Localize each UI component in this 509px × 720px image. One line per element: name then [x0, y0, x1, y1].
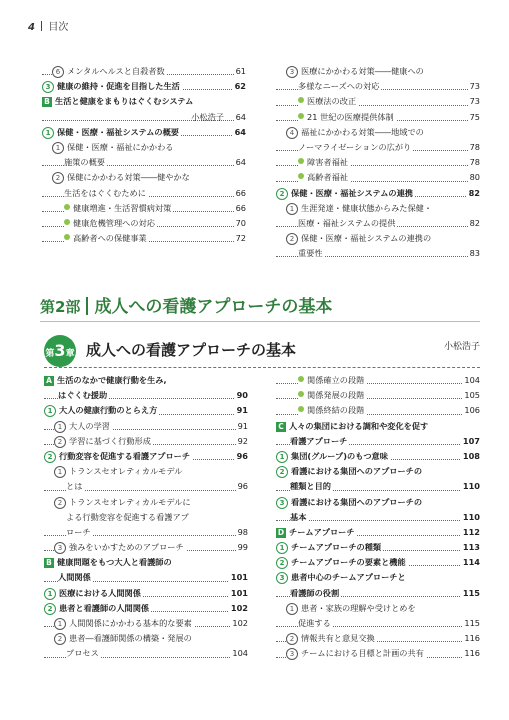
toc-entry [276, 449, 480, 464]
item-number-icon: 1 [54, 618, 66, 630]
entry-title: 医療・福祉システムの提供 [298, 217, 396, 228]
entry-title: 健康問題をもつ大人と看護師の [57, 557, 172, 568]
item-number-icon: 1 [286, 603, 298, 615]
entry-page-number: 75 [468, 110, 480, 125]
toc-entry [42, 64, 246, 79]
toc-entry-text [298, 405, 366, 415]
toc-entry [44, 434, 248, 449]
entry-title: 医療にかかわる対策――健康への [301, 66, 424, 76]
toc-entry-text [42, 127, 181, 137]
toc-entry [276, 125, 480, 140]
toc-entry-text [290, 588, 341, 598]
section-number-icon: 3 [276, 572, 288, 584]
entry-page-number: 80 [468, 170, 480, 185]
entry-page-number: 99 [236, 540, 248, 555]
toc-entry [44, 388, 248, 403]
entry-title: 看護アプローチ [290, 435, 348, 446]
toc-entry-text [54, 497, 193, 507]
entry-page-number: 110 [461, 510, 480, 525]
entry-page-number: 101 [229, 570, 248, 585]
entry-title: はぐくむ援助 [58, 390, 108, 401]
entry-page-number: 96 [236, 479, 248, 494]
toc-entry-text [298, 218, 397, 228]
toc-entry-text [58, 572, 93, 582]
entry-page-number: 78 [468, 155, 480, 170]
entry-page-number: 92 [236, 434, 248, 449]
chapter-heading [44, 335, 480, 367]
toc-entry-text [44, 588, 143, 598]
entry-title: ノーマライゼーションの広がり [298, 141, 412, 152]
toc-entry [276, 403, 480, 418]
item-number-icon: 3 [54, 542, 66, 554]
entry-page-number: 82 [468, 216, 480, 231]
toc-entry [42, 186, 246, 201]
entry-title: 看護師の役割 [290, 587, 340, 598]
entry-title: 患者・家族の理解や受けとめを [301, 602, 416, 613]
part-label: 第2部 [40, 298, 81, 316]
chapter-title: 成人への看護アプローチの基本 [86, 341, 297, 359]
toc-entry [42, 94, 246, 109]
section-number-icon: 3 [42, 81, 54, 93]
entry-title: 看護における集団へのアプローチの [291, 496, 423, 507]
entry-title: 促進する [298, 618, 331, 628]
item-number-icon: 2 [286, 633, 298, 645]
toc-entry [276, 94, 480, 109]
section-letter-icon: D [277, 527, 285, 537]
toc-entry [276, 79, 480, 94]
item-number-icon: 6 [52, 66, 64, 78]
toc-entry-text [276, 188, 415, 198]
part-rule [40, 321, 480, 322]
toc-entry [44, 646, 248, 661]
entry-page-number: 116 [462, 646, 480, 661]
toc-entry [44, 403, 248, 418]
entry-title: 行動変容を促進する看護アプローチ [59, 450, 191, 461]
entry-title: 人間関係 [58, 572, 91, 583]
entry-page-number: 107 [461, 434, 480, 449]
entry-title: 人間関係にかかわる基本的な要素 [69, 618, 192, 628]
header-title: 目次 [48, 22, 69, 33]
toc-entry [44, 631, 248, 646]
item-number-icon: 2 [52, 172, 64, 184]
toc-entry-text [64, 218, 157, 228]
toc-entry-text [42, 96, 195, 106]
entry-page-number: 73 [468, 94, 480, 109]
entry-title: 高齢者福祉 [307, 172, 348, 183]
part-heading [40, 292, 480, 320]
entry-page-number: 98 [236, 525, 248, 540]
toc-entry [44, 586, 248, 601]
toc-entry-text [44, 603, 151, 613]
entry-page-number: 115 [462, 616, 480, 631]
toc-entry-text [54, 542, 186, 552]
entry-page-number: 96 [235, 449, 248, 464]
toc-entry-text [42, 81, 182, 91]
entry-title: 保健・医療・福祉システムの連携 [291, 187, 413, 198]
item-number-icon: 4 [286, 127, 298, 139]
item-number-icon: 2 [286, 233, 298, 245]
toc-entry [276, 201, 480, 216]
item-number-icon: 1 [286, 203, 298, 215]
toc-entry-text [276, 542, 383, 552]
entry-title: プロセス [66, 648, 99, 659]
entry-title: チームアプローチの種類 [291, 542, 382, 553]
entry-title: 障害者福祉 [307, 157, 348, 168]
entry-page-number: 62 [233, 79, 246, 94]
toc-entry-text [290, 512, 308, 522]
entry-page-number: 104 [230, 646, 248, 661]
toc-entry [44, 495, 248, 510]
toc-entry [44, 373, 248, 388]
entry-page-number: 73 [468, 79, 480, 94]
running-header [28, 18, 68, 33]
entry-page-number: 66 [234, 201, 246, 216]
bullet-dot-icon [298, 113, 304, 119]
header-divider [41, 21, 42, 31]
entry-title: 保健にかかわる対策――健やかな [67, 172, 190, 183]
entry-page-number: 104 [462, 373, 480, 388]
toc-entry-text [298, 96, 358, 106]
toc-entry [42, 79, 246, 94]
toc-entry-text [298, 172, 350, 182]
chapter-author: 小松浩子 [443, 342, 480, 352]
entry-page-number: 101 [229, 586, 248, 601]
entry-title: 健康の維持・促進を目指した生活 [57, 81, 180, 92]
toc-entry [276, 464, 480, 479]
entry-title: 保健・医療・福祉システムの概要 [57, 126, 179, 137]
entry-title: 21 世紀の医療提供体制 [307, 111, 394, 122]
toc-entry [276, 231, 480, 246]
chapter-rule [44, 367, 480, 368]
entry-title: トランスセオレティカルモデル [69, 466, 183, 477]
item-number-icon: 2 [54, 497, 66, 509]
entry-page-number: 112 [461, 525, 480, 540]
entry-page-number: 102 [230, 616, 248, 631]
item-number-icon: 2 [54, 633, 66, 645]
entry-title: 学習に基づく行動形成 [69, 435, 151, 446]
toc-entry [276, 510, 480, 525]
bullet-dot-icon [298, 173, 304, 179]
toc-entry-text [54, 466, 184, 476]
toc-entry-text [54, 618, 194, 628]
toc-entry [42, 201, 246, 216]
toc-entry [276, 64, 480, 79]
bullet-dot-icon [298, 376, 304, 382]
toc-entry [276, 616, 480, 631]
toc-entry [44, 555, 248, 570]
section-number-icon: 3 [276, 497, 288, 509]
toc-entry [42, 125, 246, 140]
toc-entry-text [286, 66, 426, 76]
toc-entry [276, 110, 480, 125]
section-letter-icon: C [276, 422, 286, 432]
entry-page-number: 102 [229, 601, 248, 616]
entry-page-number: 108 [461, 449, 480, 464]
item-number-icon: 2 [54, 436, 66, 448]
toc-entry [276, 434, 480, 449]
entry-page-number: 82 [467, 186, 480, 201]
entry-title: 医療における人間関係 [59, 587, 141, 598]
section-number-icon: 2 [44, 451, 56, 463]
toc-entry [44, 525, 248, 540]
entry-page-number: 83 [468, 246, 480, 261]
entry-title: 重要性 [298, 248, 323, 259]
toc-entry-text [44, 405, 159, 415]
toc-entry-text [298, 375, 366, 385]
toc-entry-text [276, 497, 424, 507]
toc-entry-text [66, 512, 191, 522]
entry-page-number: 70 [234, 216, 246, 231]
entry-title: 人々の集団における調和や変化を促す [289, 420, 429, 431]
chapter-number: 3 [54, 341, 66, 360]
toc-entry-text [54, 633, 194, 643]
entry-page-number: 66 [234, 186, 246, 201]
entry-page-number: 91 [235, 403, 248, 418]
toc-entry-text [44, 451, 192, 461]
toc-entry-text [276, 421, 430, 431]
entry-page-number: 64 [233, 125, 246, 140]
toc-entry-text [298, 112, 396, 122]
toc-entry [44, 601, 248, 616]
entry-page-number: 61 [234, 64, 246, 79]
entry-title: 関係発展の段階 [307, 390, 365, 401]
bullet-dot-icon [298, 406, 304, 412]
toc-entry [276, 601, 480, 616]
entry-page-number: 91 [236, 419, 248, 434]
section-letter-icon: B [42, 97, 52, 107]
entry-title: 保健・医療・福祉システムの連携の [301, 233, 432, 244]
toc-bottom-left-column [44, 373, 248, 662]
toc-entry-text [52, 66, 167, 76]
part-title: 成人への看護アプローチの基本 [94, 297, 333, 317]
toc-bottom-right-column [276, 373, 480, 662]
section-number-icon: 1 [44, 588, 56, 600]
toc-entry-text [286, 127, 426, 137]
chapter-badge: 第3章 [44, 335, 76, 367]
entry-title: 健康増進・生活習慣病対策 [73, 202, 172, 213]
section-number-icon: 1 [276, 451, 288, 463]
toc-entry-text [298, 157, 350, 167]
entry-title: よる行動変容を促進する看護アプ [66, 511, 189, 522]
toc-entry [44, 479, 248, 494]
entry-page-number: 114 [461, 555, 480, 570]
entry-title: 福祉にかかわる対策――地域での [301, 126, 424, 137]
entry-title: 関係終結の段階 [307, 405, 365, 416]
bullet-dot-icon [64, 219, 70, 225]
entry-title: 高齢者への保健事業 [73, 233, 147, 244]
page-number: 4 [28, 22, 35, 33]
toc-entry [42, 140, 246, 155]
entry-title: 関係確立の段階 [307, 375, 365, 385]
entry-title: 情報共有と意見交換 [301, 633, 375, 644]
section-number-icon: 1 [276, 542, 288, 554]
toc-entry [276, 570, 480, 585]
toc-entry [276, 495, 480, 510]
toc-entry-text [298, 390, 366, 400]
toc-entry-text [64, 233, 149, 243]
toc-entry [42, 110, 246, 125]
bullet-dot-icon [64, 204, 70, 210]
toc-top-right-column [276, 64, 480, 261]
item-number-icon: 1 [54, 421, 66, 433]
toc-entry [42, 155, 246, 170]
toc-entry-text [54, 421, 112, 431]
entry-title: ローチ [66, 526, 91, 537]
toc-entry [42, 170, 246, 185]
entry-title: 生活と健康をまもりはぐくむシステム [55, 96, 194, 107]
section-number-icon: 2 [276, 466, 288, 478]
entry-title: 基本 [290, 511, 307, 522]
toc-entry-text [286, 648, 426, 658]
toc-entry-text [58, 390, 109, 400]
toc-entry [44, 449, 248, 464]
toc-entry-text [276, 527, 357, 537]
toc-entry [276, 388, 480, 403]
entry-page-number: 105 [462, 388, 480, 403]
toc-entry-text [290, 436, 349, 446]
entry-title: チームにおける目標と計画の共有 [301, 648, 424, 659]
entry-page-number: 115 [461, 586, 480, 601]
section-letter-icon: B [44, 558, 54, 568]
entry-title: 種類と目的 [290, 481, 331, 492]
bullet-dot-icon [298, 391, 304, 397]
entry-page-number: 78 [468, 140, 480, 155]
toc-entry-text [298, 142, 413, 152]
entry-title: 生涯発達・健康状態からみた保健・ [301, 202, 433, 213]
toc-entry-text [276, 572, 408, 582]
toc-entry-text [66, 481, 84, 491]
entry-title: 看護における集団へのアプローチの [291, 466, 423, 477]
toc-entry [42, 231, 246, 246]
toc-entry [42, 216, 246, 231]
toc-entry [276, 170, 480, 185]
entry-title: チームアプローチの要素と機能 [291, 557, 406, 568]
toc-entry-text [64, 188, 148, 198]
toc-entry-text [298, 81, 381, 91]
toc-entry [276, 540, 480, 555]
toc-entry [44, 419, 248, 434]
entry-title: 強みをいかすためのアプローチ [69, 542, 184, 553]
toc-entry-text [66, 527, 93, 537]
entry-page-number: 90 [235, 388, 248, 403]
toc-entry-text [44, 375, 169, 385]
item-number-icon: 1 [52, 142, 64, 154]
toc-entry [44, 540, 248, 555]
entry-page-number: 110 [461, 479, 480, 494]
toc-entry [44, 616, 248, 631]
toc-entry-text [276, 451, 390, 461]
entry-page-number: 113 [461, 540, 480, 555]
toc-entry-text [66, 648, 101, 658]
toc-entry [276, 155, 480, 170]
entry-page-number: 64 [234, 155, 246, 170]
toc-entry [276, 631, 480, 646]
toc-entry [276, 419, 480, 434]
toc-entry-text [298, 248, 325, 258]
entry-title: 患者―看護師関係の構築・発展の [69, 633, 192, 644]
toc-entry-text [276, 466, 424, 476]
entry-page-number: 116 [462, 631, 480, 646]
toc-entry [276, 186, 480, 201]
section-number-icon: 1 [42, 127, 54, 139]
toc-entry-text [286, 603, 418, 613]
toc-entry [276, 216, 480, 231]
section-number-icon: 1 [44, 405, 56, 417]
entry-page-number: 64 [234, 110, 246, 125]
toc-entry [276, 646, 480, 661]
entry-title: とは [66, 481, 83, 492]
entry-title: 健康危機管理への対応 [73, 217, 155, 228]
bullet-dot-icon [64, 234, 70, 240]
entry-title: 患者中心のチームアプローチと [291, 572, 406, 583]
toc-entry [276, 246, 480, 261]
toc-entry-text [286, 633, 377, 643]
entry-title: 保健・医療・福祉にかかわる [67, 141, 174, 152]
part-divider [86, 297, 88, 315]
item-number-icon: 3 [286, 648, 298, 660]
section-number-icon: 2 [276, 188, 288, 200]
entry-title: 患者と看護師の人間関係 [59, 602, 150, 613]
entry-title: 施策の概要 [64, 157, 105, 168]
entry-title: 小松浩子 [191, 111, 224, 122]
toc-entry [44, 510, 248, 525]
entry-title: メンタルヘルスと自殺者数 [67, 66, 165, 76]
section-number-icon: 2 [44, 603, 56, 615]
entry-title: 大人の健康行動のとらえ方 [59, 405, 158, 416]
bullet-dot-icon [298, 158, 304, 164]
toc-entry-text [64, 203, 173, 213]
entry-title: 生活をはぐくむために [64, 187, 146, 198]
item-number-icon: 1 [54, 466, 66, 478]
entry-page-number: 72 [234, 231, 246, 246]
entry-title: 生活のなかで健康行動を生み, [57, 375, 167, 385]
toc-entry-text [52, 172, 192, 182]
bullet-dot-icon [298, 97, 304, 103]
entry-title: 大人の学習 [69, 420, 110, 431]
item-number-icon: 3 [286, 66, 298, 78]
toc-entry-text [64, 157, 107, 167]
entry-page-number: 106 [462, 403, 480, 418]
toc-entry [276, 479, 480, 494]
toc-entry [44, 570, 248, 585]
toc-entry [44, 464, 248, 479]
toc-entry [276, 140, 480, 155]
toc-entry-text [54, 436, 153, 446]
toc-entry [276, 373, 480, 388]
section-letter-icon: A [44, 376, 54, 386]
section-number-icon: 2 [276, 557, 288, 569]
toc-entry-text [298, 618, 333, 628]
toc-entry [276, 555, 480, 570]
entry-title: チームアプローチ [289, 526, 355, 537]
toc-top-left-column [42, 64, 246, 246]
entry-title: 多様なニーズへの対応 [298, 81, 380, 92]
entry-title: トランスセオレティカルモデルに [69, 496, 191, 507]
toc-entry-text [52, 142, 175, 152]
toc-entry-text [286, 233, 433, 243]
toc-entry [276, 525, 480, 540]
toc-entry [276, 586, 480, 601]
toc-entry-text [276, 557, 408, 567]
toc-entry-text [286, 203, 434, 213]
toc-entry-text [44, 557, 174, 567]
entry-title: 医療法の改正 [307, 96, 357, 107]
entry-title: 集団(グループ)のもつ意味 [291, 450, 388, 461]
toc-entry-text [290, 481, 333, 491]
